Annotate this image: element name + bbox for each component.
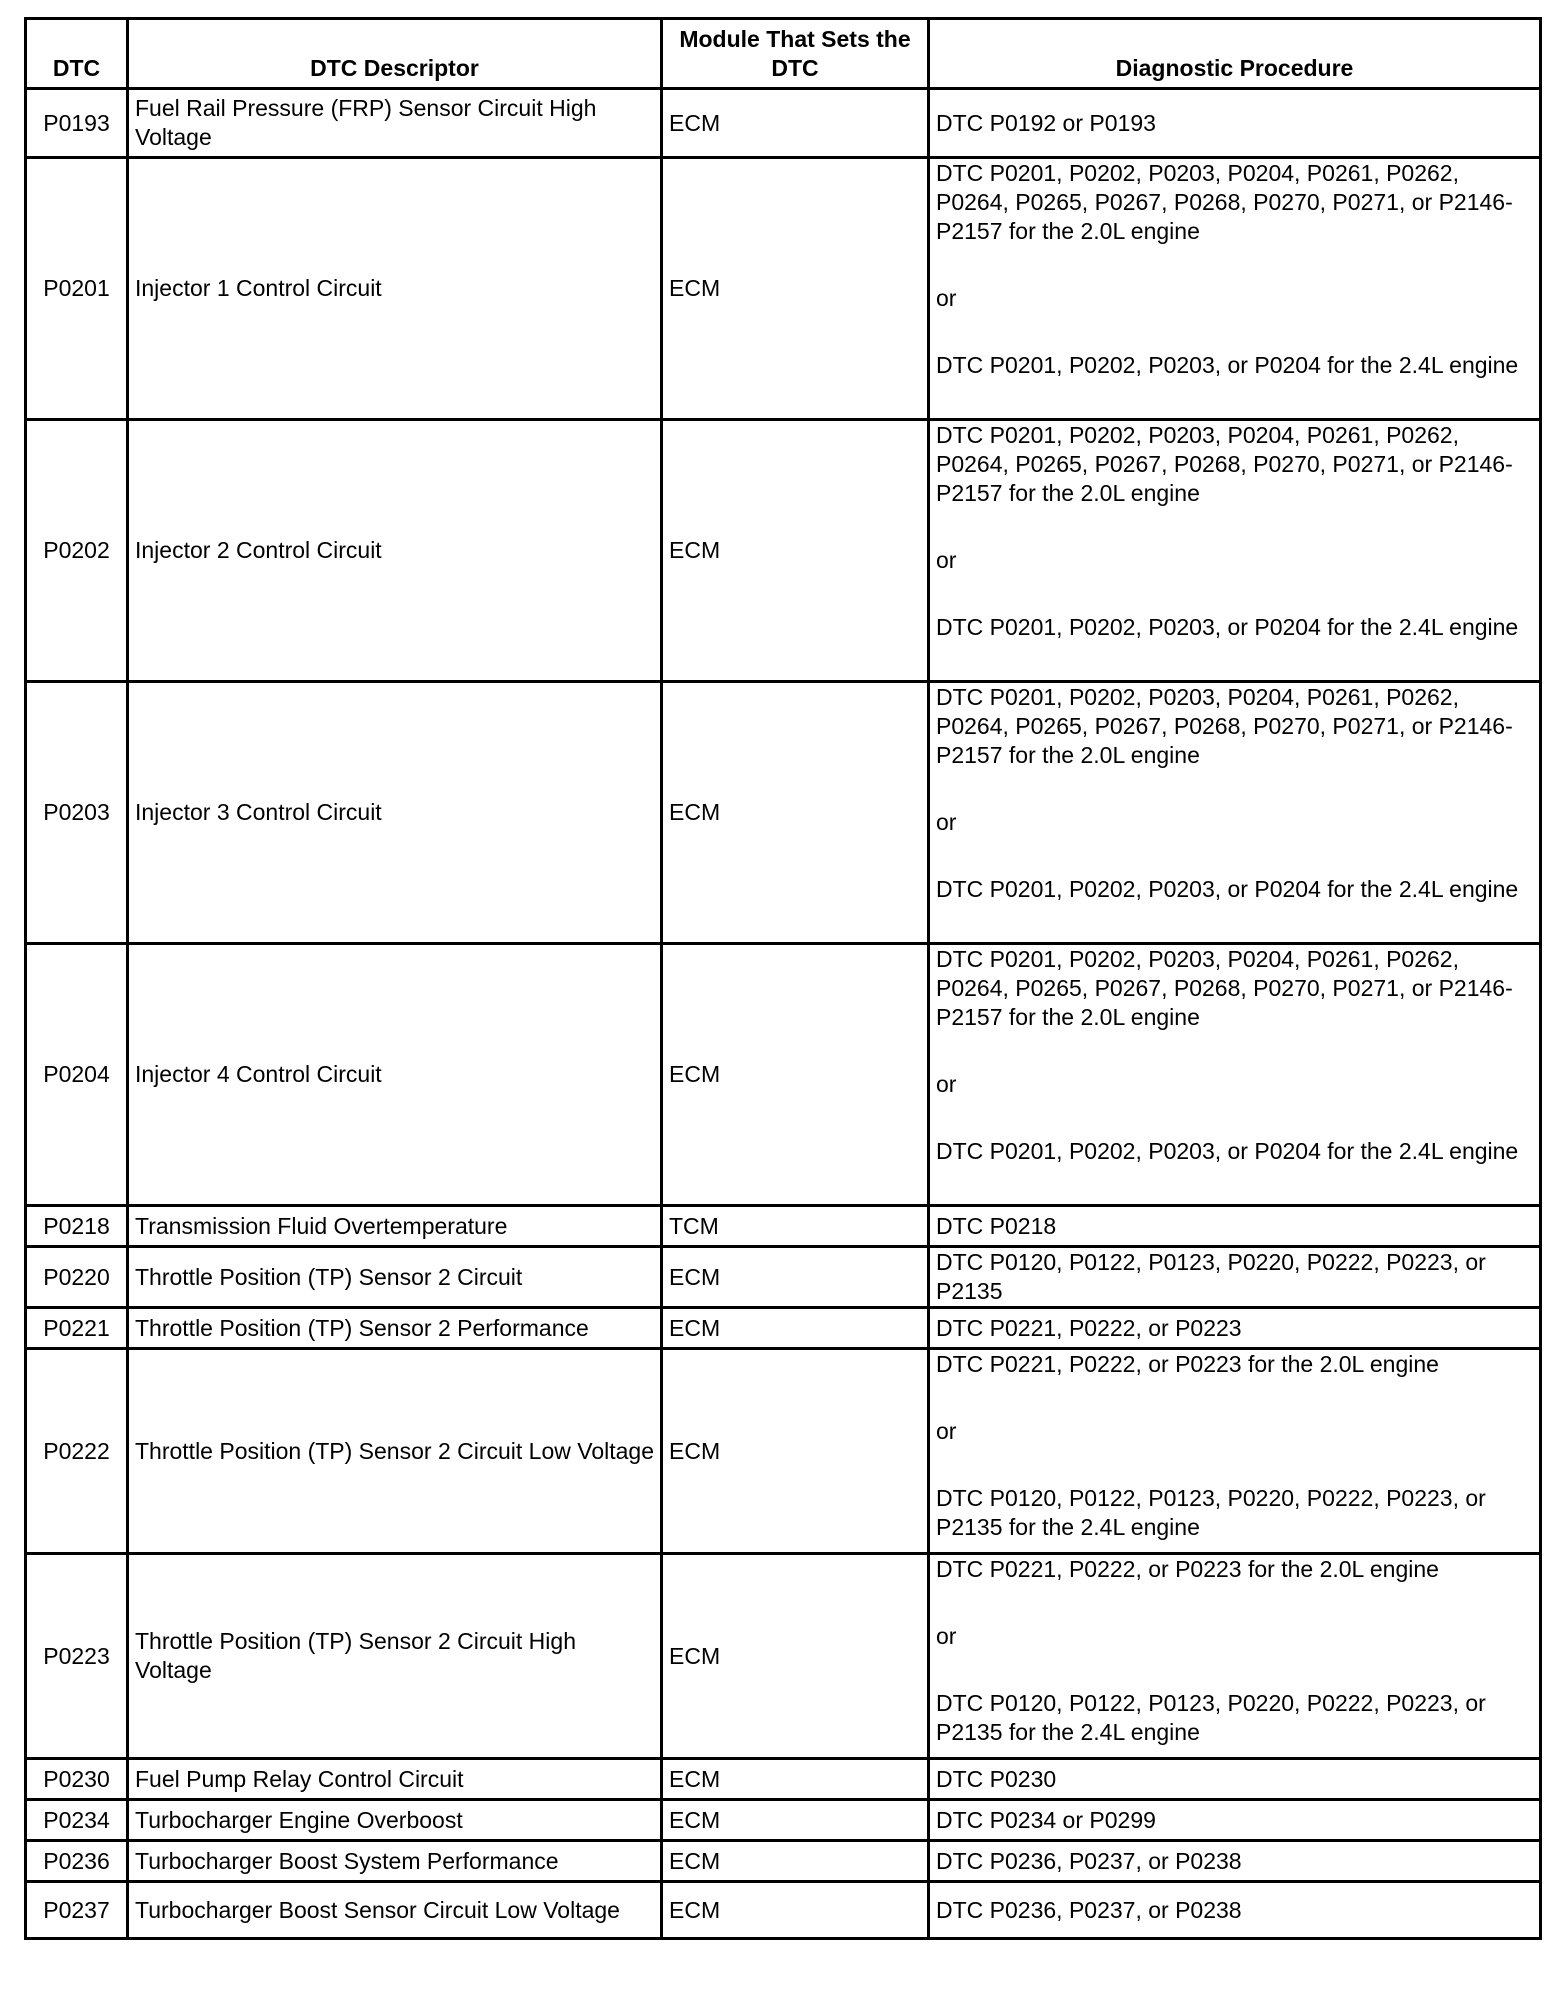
dtc-module: ECM <box>662 420 929 682</box>
dtc-module: ECM <box>662 1554 929 1759</box>
header-procedure: Diagnostic Procedure <box>929 19 1541 89</box>
dtc-descriptor: Injector 4 Control Circuit <box>128 944 662 1206</box>
dtc-descriptor: Throttle Position (TP) Sensor 2 Circuit Low Voltage <box>128 1349 662 1554</box>
procedure-line: DTC P0234 or P0299 <box>936 1806 1156 1833</box>
dtc-code: P0230 <box>26 1759 128 1800</box>
table-row <box>26 1349 1541 1554</box>
dtc-code: P0202 <box>26 420 128 682</box>
dtc-code: P0220 <box>26 1247 128 1308</box>
dtc-module: ECM <box>662 1800 929 1841</box>
procedure-gap <box>936 575 1533 613</box>
table-row <box>26 158 1541 420</box>
procedure-line: or <box>936 1623 957 1649</box>
procedure-line: DTC P0221, P0222, or P0223 for the 2.0L engine <box>936 1556 1439 1582</box>
procedure-gap <box>936 313 1533 351</box>
diagnostic-procedure <box>929 1247 1541 1308</box>
dtc-module: TCM <box>662 1206 929 1247</box>
diagnostic-procedure <box>929 89 1541 158</box>
dtc-module: ECM <box>662 89 929 158</box>
procedure-gap <box>936 246 1533 284</box>
procedure-line: DTC P0192 or P0193 <box>936 109 1156 136</box>
header-module: Module That Sets the DTC <box>662 19 929 89</box>
dtc-code: P0221 <box>26 1308 128 1349</box>
diagnostic-procedure <box>929 682 1541 944</box>
dtc-code: P0203 <box>26 682 128 944</box>
dtc-descriptor: Fuel Pump Relay Control Circuit <box>128 1759 662 1800</box>
procedure-line: DTC P0230 <box>936 1765 1057 1792</box>
procedure-line: or <box>936 547 957 573</box>
dtc-code: P0193 <box>26 89 128 158</box>
procedure-line: DTC P0221, P0222, or P0223 <box>936 1314 1242 1341</box>
procedure-line: or <box>936 1418 957 1444</box>
table-row <box>26 944 1541 1206</box>
dtc-module: ECM <box>662 944 929 1206</box>
procedure-gap <box>936 1651 1533 1689</box>
diagnostic-procedure <box>929 1800 1541 1841</box>
dtc-descriptor: Injector 3 Control Circuit <box>128 682 662 944</box>
procedure-gap <box>936 508 1533 546</box>
table-row <box>26 1841 1541 1882</box>
dtc-module: ECM <box>662 158 929 420</box>
table-row <box>26 89 1541 158</box>
dtc-code: P0204 <box>26 944 128 1206</box>
dtc-descriptor: Throttle Position (TP) Sensor 2 Circuit <box>128 1247 662 1308</box>
procedure-line: DTC P0236, P0237, or P0238 <box>936 1896 1242 1923</box>
dtc-module: ECM <box>662 1349 929 1554</box>
dtc-module: ECM <box>662 1759 929 1800</box>
diagnostic-procedure <box>929 1308 1541 1349</box>
diagnostic-procedure <box>929 1882 1541 1939</box>
procedure-line: DTC P0201, P0202, P0203, or P0204 for the 2.4L engine <box>936 352 1519 378</box>
dtc-descriptor: Injector 2 Control Circuit <box>128 420 662 682</box>
table-row <box>26 1882 1541 1939</box>
dtc-descriptor: Fuel Rail Pressure (FRP) Sensor Circuit High Voltage <box>128 89 662 158</box>
dtc-code: P0218 <box>26 1206 128 1247</box>
diagnostic-procedure <box>929 420 1541 682</box>
procedure-line: DTC P0201, P0202, P0203, or P0204 for the 2.4L engine <box>936 1138 1519 1164</box>
diagnostic-procedure <box>929 158 1541 420</box>
table-row <box>26 1759 1541 1800</box>
procedure-line: DTC P0201, P0202, P0203, P0204, P0261, P0262, P0264, P0265, P0267, P0268, P0270, P0271, or P2146-P2157 for the 2.0L engine <box>936 684 1513 768</box>
dtc-module: ECM <box>662 1841 929 1882</box>
diagnostic-procedure <box>929 1841 1541 1882</box>
procedure-line: DTC P0201, P0202, P0203, or P0204 for the 2.4L engine <box>936 614 1519 640</box>
procedure-line: DTC P0201, P0202, P0203, P0204, P0261, P0262, P0264, P0265, P0267, P0268, P0270, P0271, or P2146-P2157 for the 2.0L engine <box>936 160 1513 244</box>
procedure-line: DTC P0201, P0202, P0203, P0204, P0261, P0262, P0264, P0265, P0267, P0268, P0270, P0271, or P2146-P2157 for the 2.0L engine <box>936 946 1513 1030</box>
header-descriptor: DTC Descriptor <box>128 19 662 89</box>
header-dtc: DTC <box>26 19 128 89</box>
dtc-descriptor: Turbocharger Boost Sensor Circuit Low Voltage <box>128 1882 662 1939</box>
procedure-gap <box>936 1446 1533 1484</box>
dtc-descriptor: Throttle Position (TP) Sensor 2 Performance <box>128 1308 662 1349</box>
dtc-code: P0236 <box>26 1841 128 1882</box>
procedure-gap <box>936 837 1533 875</box>
dtc-descriptor: Turbocharger Engine Overboost <box>128 1800 662 1841</box>
dtc-module: ECM <box>662 1308 929 1349</box>
procedure-line: DTC P0236, P0237, or P0238 <box>936 1847 1242 1874</box>
diagnostic-procedure <box>929 1349 1541 1554</box>
procedure-line: DTC P0218 <box>936 1212 1057 1239</box>
table-row <box>26 682 1541 944</box>
dtc-code: P0222 <box>26 1349 128 1554</box>
table-row <box>26 1308 1541 1349</box>
procedure-line: or <box>936 285 957 311</box>
header-row <box>26 19 1541 89</box>
table-body <box>26 89 1541 1939</box>
procedure-line: DTC P0201, P0202, P0203, or P0204 for the 2.4L engine <box>936 876 1519 902</box>
diagnostic-procedure <box>929 1554 1541 1759</box>
dtc-table <box>24 17 1542 1940</box>
dtc-module: ECM <box>662 1247 929 1308</box>
dtc-module: ECM <box>662 682 929 944</box>
procedure-line: DTC P0120, P0122, P0123, P0220, P0222, P0223, or P2135 for the 2.4L engine <box>936 1485 1486 1540</box>
procedure-line: DTC P0201, P0202, P0203, P0204, P0261, P0262, P0264, P0265, P0267, P0268, P0270, P0271, or P2146-P2157 for the 2.0L engine <box>936 422 1513 506</box>
diagnostic-procedure <box>929 1206 1541 1247</box>
table-row <box>26 1206 1541 1247</box>
procedure-gap <box>936 770 1533 808</box>
procedure-gap <box>936 1379 1533 1417</box>
dtc-descriptor: Turbocharger Boost System Performance <box>128 1841 662 1882</box>
dtc-module: ECM <box>662 1882 929 1939</box>
dtc-descriptor: Injector 1 Control Circuit <box>128 158 662 420</box>
table-row <box>26 1800 1541 1841</box>
procedure-gap <box>936 1099 1533 1137</box>
procedure-line: or <box>936 809 957 835</box>
dtc-descriptor: Transmission Fluid Overtemperature <box>128 1206 662 1247</box>
procedure-line: DTC P0120, P0122, P0123, P0220, P0222, P0223, or P2135 for the 2.4L engine <box>936 1690 1486 1745</box>
table-row <box>26 420 1541 682</box>
procedure-gap <box>936 1584 1533 1622</box>
table-row <box>26 1247 1541 1308</box>
procedure-line: or <box>936 1071 957 1097</box>
dtc-code: P0234 <box>26 1800 128 1841</box>
dtc-descriptor: Throttle Position (TP) Sensor 2 Circuit High Voltage <box>128 1554 662 1759</box>
table-row <box>26 1554 1541 1759</box>
procedure-line: DTC P0221, P0222, or P0223 for the 2.0L engine <box>936 1351 1439 1377</box>
procedure-gap <box>936 1032 1533 1070</box>
dtc-code: P0237 <box>26 1882 128 1939</box>
procedure-line: DTC P0120, P0122, P0123, P0220, P0222, P0223, or P2135 <box>936 1249 1486 1304</box>
dtc-code: P0223 <box>26 1554 128 1759</box>
diagnostic-procedure <box>929 944 1541 1206</box>
dtc-code: P0201 <box>26 158 128 420</box>
diagnostic-procedure <box>929 1759 1541 1800</box>
